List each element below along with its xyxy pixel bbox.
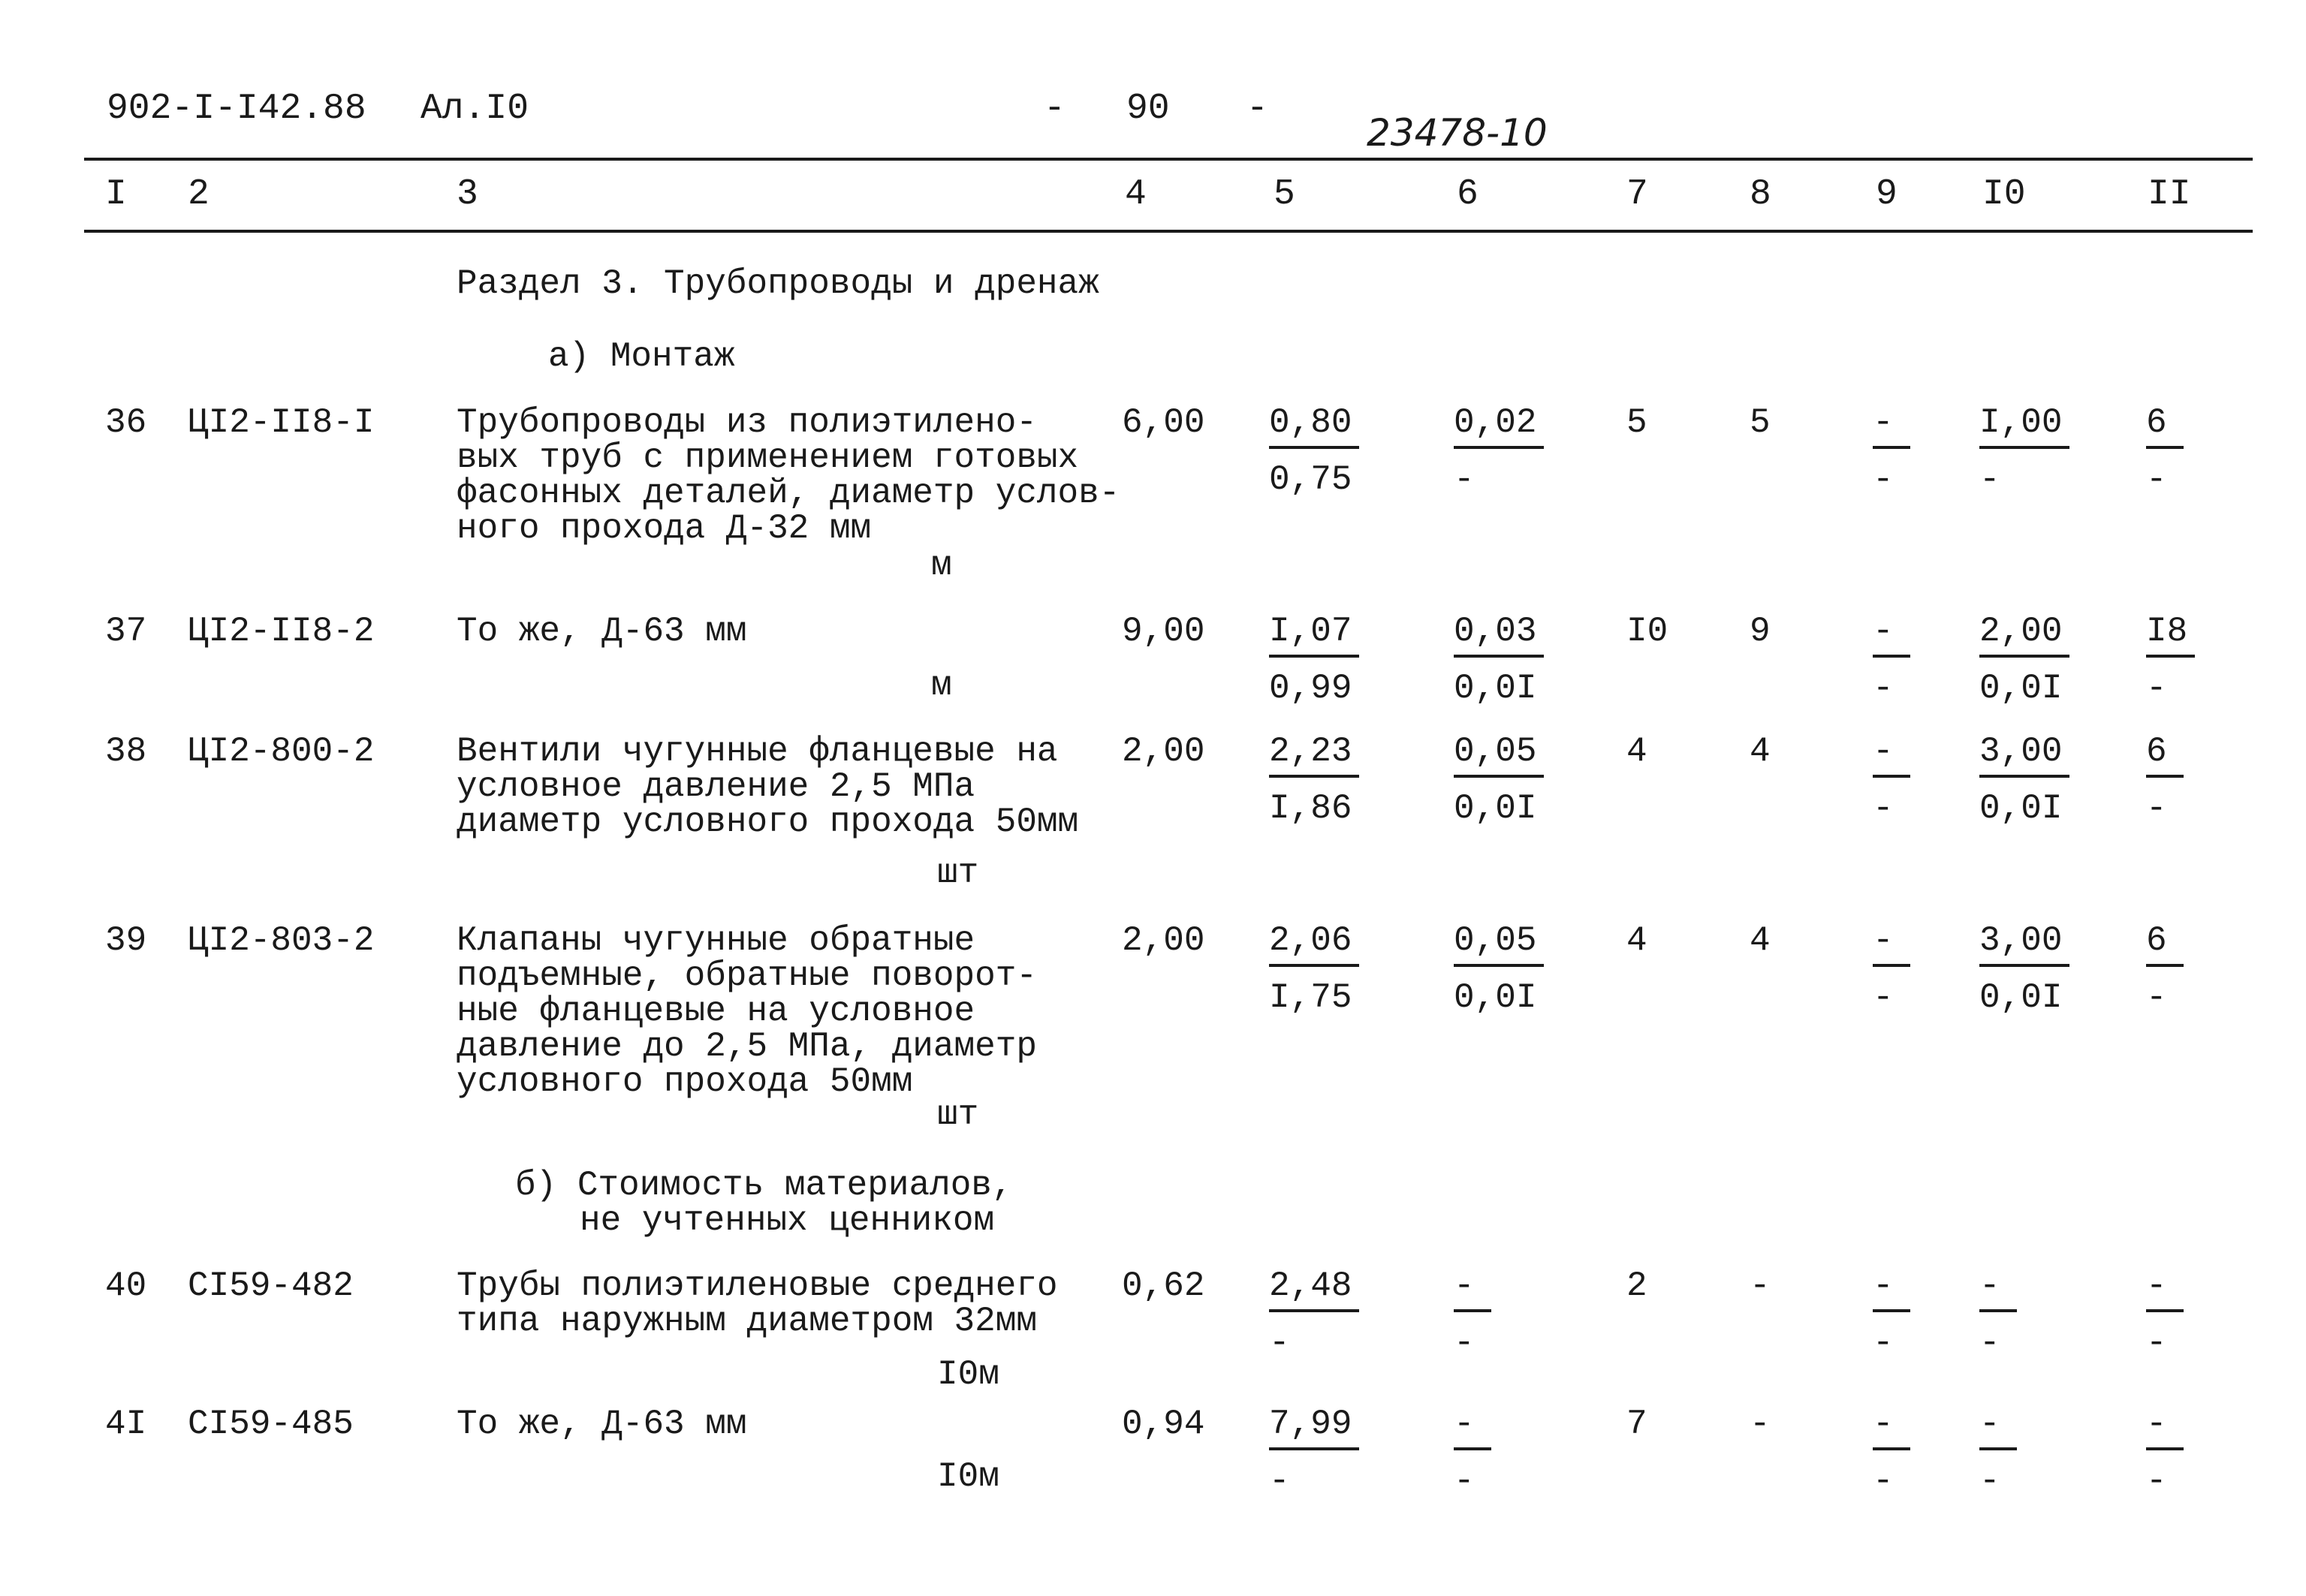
row-41-col6: - - xyxy=(1454,1407,1491,1500)
row-40-unit: I0м xyxy=(937,1355,999,1394)
row-39-description: Клапаны чугунные обратные подъемные, обратные поворот- ные фланцевые на условное давление до 2,5 МПа, диаметр условного прохода 50мм xyxy=(457,921,1037,1101)
row-38-number: 38 xyxy=(105,732,147,771)
col-header-10: I0 xyxy=(1982,174,2026,215)
row-38-col9: - - xyxy=(1873,734,1910,827)
row-38-col7: 4 xyxy=(1626,732,1647,771)
row-38-unit: шт xyxy=(937,854,979,893)
row-41-description: То же, Д-63 мм xyxy=(457,1405,747,1444)
row-38-code: ЦI2-800-2 xyxy=(188,732,375,771)
row-40-col4: 0,62 xyxy=(1122,1266,1205,1305)
row-37-unit: м xyxy=(931,666,952,705)
sheet-number: Ал.I0 xyxy=(421,89,529,129)
row-37-description: То же, Д-63 мм xyxy=(457,612,747,651)
row-41-code: CI59-485 xyxy=(188,1405,354,1444)
row-36-col4: 6,00 xyxy=(1122,403,1205,442)
row-38-description: Вентили чугунные фланцевые на условное давление 2,5 МПа диаметр условного прохода 50мм xyxy=(457,732,1079,842)
row-37-number: 37 xyxy=(105,612,147,651)
row-39-unit: шт xyxy=(937,1095,979,1134)
row-39-col7: 4 xyxy=(1626,921,1647,960)
row-38-col8: 4 xyxy=(1750,732,1771,771)
row-36-col8: 5 xyxy=(1750,403,1771,442)
row-40-col5: 2,48 - xyxy=(1269,1269,1359,1362)
row-38-col10: $\frac{3,00}{0,0I}$ xyxy=(1979,734,2069,827)
row-40-number: 40 xyxy=(105,1266,147,1305)
col-header-9: 9 xyxy=(1876,174,1898,215)
row-39-col11: 6 - xyxy=(2146,923,2184,1016)
col-header-4: 4 xyxy=(1125,174,1147,215)
row-37-col7: I0 xyxy=(1626,612,1668,651)
row-36-col10: I,00 - xyxy=(1979,405,2069,498)
row-40-col10: - - xyxy=(1979,1269,2017,1362)
row-41-col4: 0,94 xyxy=(1122,1405,1205,1444)
row-36-unit: м xyxy=(931,546,952,585)
page-number: 90 xyxy=(1126,89,1170,129)
row-37-col5: $\frac{I,07}{0,99}$ xyxy=(1269,614,1359,707)
col-header-1: I xyxy=(105,174,127,215)
row-41-col9: - - xyxy=(1873,1407,1910,1500)
row-41-col8: - xyxy=(1750,1405,1771,1444)
row-37-col9: - - xyxy=(1873,614,1910,707)
row-36-description: Трубопроводы из полиэтилено- вых труб с применением готовых фасонных деталей, диаметр услов- ного прохода Д-32 мм xyxy=(457,403,1120,548)
row-40-description: Трубы полиэтиленовые среднего типа наружным диаметром 32мм xyxy=(457,1266,1058,1341)
subsection-b: б) Стоимость материалов, не учтенных ценником xyxy=(515,1166,1013,1240)
section-title: Раздел 3. Трубопроводы и дренаж xyxy=(457,264,1099,303)
row-36-col9: - - xyxy=(1873,405,1910,498)
row-40-col8: - xyxy=(1750,1266,1771,1305)
col-header-7: 7 xyxy=(1626,174,1648,215)
row-38-col11: 6 - xyxy=(2146,734,2184,827)
row-40-col9: - - xyxy=(1873,1269,1910,1362)
row-39-col4: 2,00 xyxy=(1122,921,1205,960)
row-39-col8: 4 xyxy=(1750,921,1771,960)
col-header-3: 3 xyxy=(457,174,478,215)
row-41-col5: 7,99 - xyxy=(1269,1407,1359,1500)
row-39-col9: - - xyxy=(1873,923,1910,1016)
col-header-2: 2 xyxy=(188,174,209,215)
row-37-col4: 9,00 xyxy=(1122,612,1205,651)
row-40-code: CI59-482 xyxy=(188,1266,354,1305)
row-39-number: 39 xyxy=(105,921,147,960)
header-dash-left: - xyxy=(1044,89,1066,129)
header-dash-right: - xyxy=(1246,89,1268,129)
row-36-col5: $\frac{0,80}{0,75}$ xyxy=(1269,405,1359,498)
col-header-6: 6 xyxy=(1457,174,1479,215)
col-header-5: 5 xyxy=(1274,174,1295,215)
row-37-col8: 9 xyxy=(1750,612,1771,651)
doc-code: 902-I-I42.88 xyxy=(107,89,366,129)
row-41-number: 4I xyxy=(105,1405,147,1444)
subsection-a: а) Монтаж xyxy=(548,337,735,376)
row-37-col6: $\frac{0,03}{0,0I}$ xyxy=(1454,614,1544,707)
row-39-col10: $\frac{3,00}{0,0I}$ xyxy=(1979,923,2069,1016)
row-37-col11: I8 - xyxy=(2146,614,2195,707)
row-36-number: 36 xyxy=(105,403,147,442)
row-38-col5: $\frac{2,23}{I,86}$ xyxy=(1269,734,1359,827)
handwritten-number: 23478-10 xyxy=(1367,111,1548,155)
row-38-col6: $\frac{0,05}{0,0I}$ xyxy=(1454,734,1544,827)
row-41-col11: - - xyxy=(2146,1407,2184,1500)
col-header-11: II xyxy=(2148,174,2191,215)
row-40-col6: - - xyxy=(1454,1269,1491,1362)
row-36-code: ЦI2-II8-I xyxy=(188,403,375,442)
row-37-col10: $\frac{2,00}{0,0I}$ xyxy=(1979,614,2069,707)
row-40-col11: - - xyxy=(2146,1269,2184,1362)
row-39-col5: $\frac{2,06}{I,75}$ xyxy=(1269,923,1359,1016)
row-41-unit: I0м xyxy=(937,1457,999,1496)
row-39-col6: $\frac{0,05}{0,0I}$ xyxy=(1454,923,1544,1016)
row-39-code: ЦI2-803-2 xyxy=(188,921,375,960)
col-header-8: 8 xyxy=(1750,174,1771,215)
row-38-col4: 2,00 xyxy=(1122,732,1205,771)
row-36-col11: 6 - xyxy=(2146,405,2184,498)
header-bottom-rule xyxy=(84,230,2253,233)
row-41-col7: 7 xyxy=(1626,1405,1647,1444)
row-36-col6: 0,02 - xyxy=(1454,405,1544,498)
header-top-rule xyxy=(84,158,2253,161)
row-41-col10: - - xyxy=(1979,1407,2017,1500)
row-37-code: ЦI2-II8-2 xyxy=(188,612,375,651)
row-36-col7: 5 xyxy=(1626,403,1647,442)
row-40-col7: 2 xyxy=(1626,1266,1647,1305)
